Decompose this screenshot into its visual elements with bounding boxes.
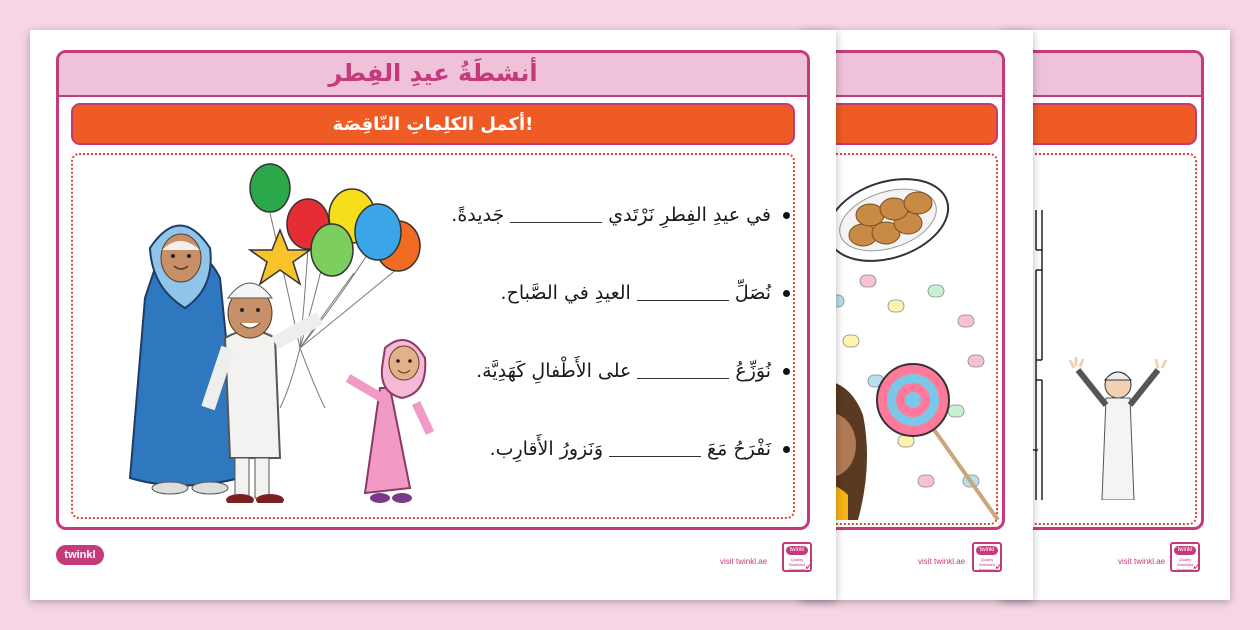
check-icon: ✓ xyxy=(1191,559,1202,573)
girl-figure xyxy=(348,340,430,503)
title-band xyxy=(1007,53,1201,97)
maze-and-boy-illustration xyxy=(1008,200,1188,500)
worksheet-subtitle: أكمل الكلِماتِ النّاقِصَة! xyxy=(332,114,534,135)
badge-logo: twinkl xyxy=(976,546,998,555)
check-icon: ✓ xyxy=(993,559,1004,573)
bullet-icon xyxy=(783,446,790,453)
worksheet-title: أنشطَةُ عيدِ الفِطر xyxy=(328,59,538,87)
sentence-2 xyxy=(450,276,790,310)
boy-figure xyxy=(1070,357,1166,500)
badge-logo: twinkl xyxy=(786,546,808,555)
family-illustration xyxy=(90,158,450,503)
subtitle-band xyxy=(1007,103,1197,145)
answer-blank-1[interactable] xyxy=(510,207,602,223)
worksheet-page-front xyxy=(30,30,836,600)
badge-caption: Quality Standard Approved xyxy=(788,557,806,572)
subtitle-band xyxy=(808,103,998,145)
bullet-icon xyxy=(783,290,790,297)
worksheet-page-back xyxy=(1000,30,1230,600)
lollipop xyxy=(877,364,998,520)
sentence-4-before: نَفْرَحُ مَعَ xyxy=(707,438,771,460)
sentence-2-before: نُصَلِّ xyxy=(734,282,771,304)
visit-url[interactable]: visit twinkl.ae xyxy=(1118,557,1166,566)
bullet-icon xyxy=(783,368,790,375)
sentence-2-after: العيدِ في الصَّباح. xyxy=(500,282,631,304)
sentence-4-after: وَنَزورُ الأَقارِب. xyxy=(489,438,604,460)
quality-badge xyxy=(972,542,1002,572)
badge-logo: twinkl xyxy=(1174,546,1196,555)
sentence-3-after: على الأَطْفالِ كَهَدِيَّة. xyxy=(476,360,632,382)
sentence-1-before: في عيدِ الفِطرِ نَرْتَدي xyxy=(608,204,771,226)
badge-caption: Quality Standard Approved xyxy=(1176,557,1194,572)
sweets-illustration xyxy=(808,175,1003,520)
title-band xyxy=(808,53,1002,97)
answer-blank-3[interactable] xyxy=(637,363,729,379)
quality-badge xyxy=(1170,542,1200,572)
quality-badge xyxy=(782,542,812,572)
sentence-1-after: جَديدةً. xyxy=(451,204,505,226)
answer-blank-4[interactable] xyxy=(609,441,701,457)
answer-blank-2[interactable] xyxy=(637,285,729,301)
bullet-icon xyxy=(783,212,790,219)
sentence-4 xyxy=(450,432,790,466)
twinkl-logo[interactable]: twinkl xyxy=(56,545,104,565)
visit-url[interactable]: visit twinkl.ae xyxy=(918,557,966,566)
sentence-3-before: نُوَزِّعُ xyxy=(735,360,771,382)
sentence-1 xyxy=(450,198,790,232)
title-band xyxy=(59,53,807,97)
plate-of-cookies xyxy=(817,175,958,275)
check-icon: ✓ xyxy=(803,559,814,573)
badge-caption: Quality Standard Approved xyxy=(978,557,996,572)
visit-url[interactable]: visit twinkl.ae xyxy=(720,557,768,566)
sentence-3 xyxy=(450,354,790,388)
balloons xyxy=(250,164,420,284)
subtitle-band xyxy=(71,103,795,145)
